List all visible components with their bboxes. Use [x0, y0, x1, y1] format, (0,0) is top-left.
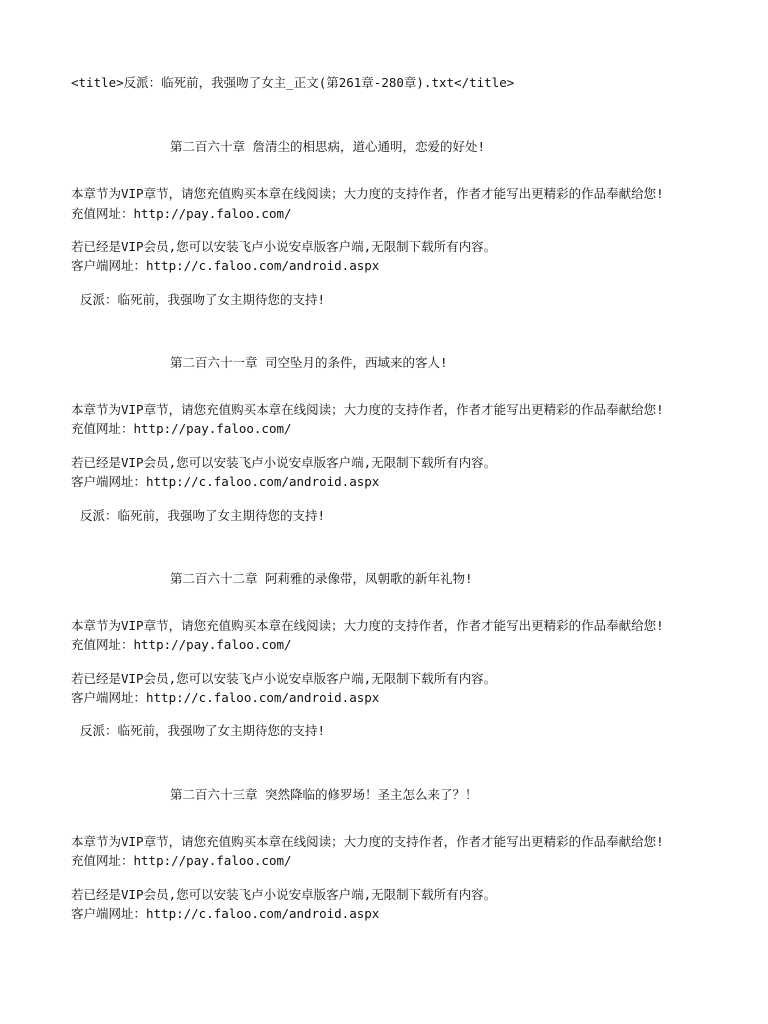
chapter-heading: 第二百六十章 詹清尘的相思病，道心通明，恋爱的好处! [170, 139, 486, 154]
sign-off: 反派：临死前，我强吻了女主期待您的支持! [80, 292, 326, 307]
client-notice: 若已经是VIP会员,您可以安装飞卢小说安卓版客户端,无限制下载所有内容。 [71, 239, 497, 254]
recharge-url: 充值网址：http://pay.faloo.com/ [71, 206, 292, 221]
recharge-url: 充值网址：http://pay.faloo.com/ [71, 421, 292, 436]
sign-off: 反派：临死前，我强吻了女主期待您的支持! [80, 508, 326, 523]
client-notice: 若已经是VIP会员,您可以安装飞卢小说安卓版客户端,无限制下载所有内容。 [71, 887, 497, 902]
client-url: 客户端网址：http://c.faloo.com/android.aspx [71, 474, 380, 489]
recharge-url: 充值网址：http://pay.faloo.com/ [71, 637, 292, 652]
client-notice: 若已经是VIP会员,您可以安装飞卢小说安卓版客户端,无限制下载所有内容。 [71, 671, 497, 686]
vip-notice: 本章节为VIP章节，请您充值购买本章在线阅读；大力度的支持作者，作者才能写出更精彩的作品奉献给您! [71, 186, 664, 201]
sign-off: 反派：临死前，我强吻了女主期待您的支持! [80, 723, 326, 738]
document-title-line: <title>反派：临死前，我强吻了女主_正文(第261章-280章).txt</title> [71, 75, 515, 90]
recharge-url: 充值网址：http://pay.faloo.com/ [71, 853, 292, 868]
client-url: 客户端网址：http://c.faloo.com/android.aspx [71, 258, 380, 273]
vip-notice: 本章节为VIP章节，请您充值购买本章在线阅读；大力度的支持作者，作者才能写出更精彩的作品奉献给您! [71, 402, 664, 417]
chapter-heading: 第二百六十二章 阿莉雅的录像带，凤朝歌的新年礼物! [170, 571, 473, 586]
client-url: 客户端网址：http://c.faloo.com/android.aspx [71, 690, 380, 705]
chapter-heading: 第二百六十一章 司空坠月的条件，西域来的客人! [170, 355, 448, 370]
vip-notice: 本章节为VIP章节，请您充值购买本章在线阅读；大力度的支持作者，作者才能写出更精彩的作品奉献给您! [71, 834, 664, 849]
client-url: 客户端网址：http://c.faloo.com/android.aspx [71, 906, 380, 921]
chapter-heading: 第二百六十三章 突然降临的修罗场！圣主怎么来了？！ [170, 787, 478, 802]
client-notice: 若已经是VIP会员,您可以安装飞卢小说安卓版客户端,无限制下载所有内容。 [71, 455, 497, 470]
vip-notice: 本章节为VIP章节，请您充值购买本章在线阅读；大力度的支持作者，作者才能写出更精彩的作品奉献给您! [71, 618, 664, 633]
